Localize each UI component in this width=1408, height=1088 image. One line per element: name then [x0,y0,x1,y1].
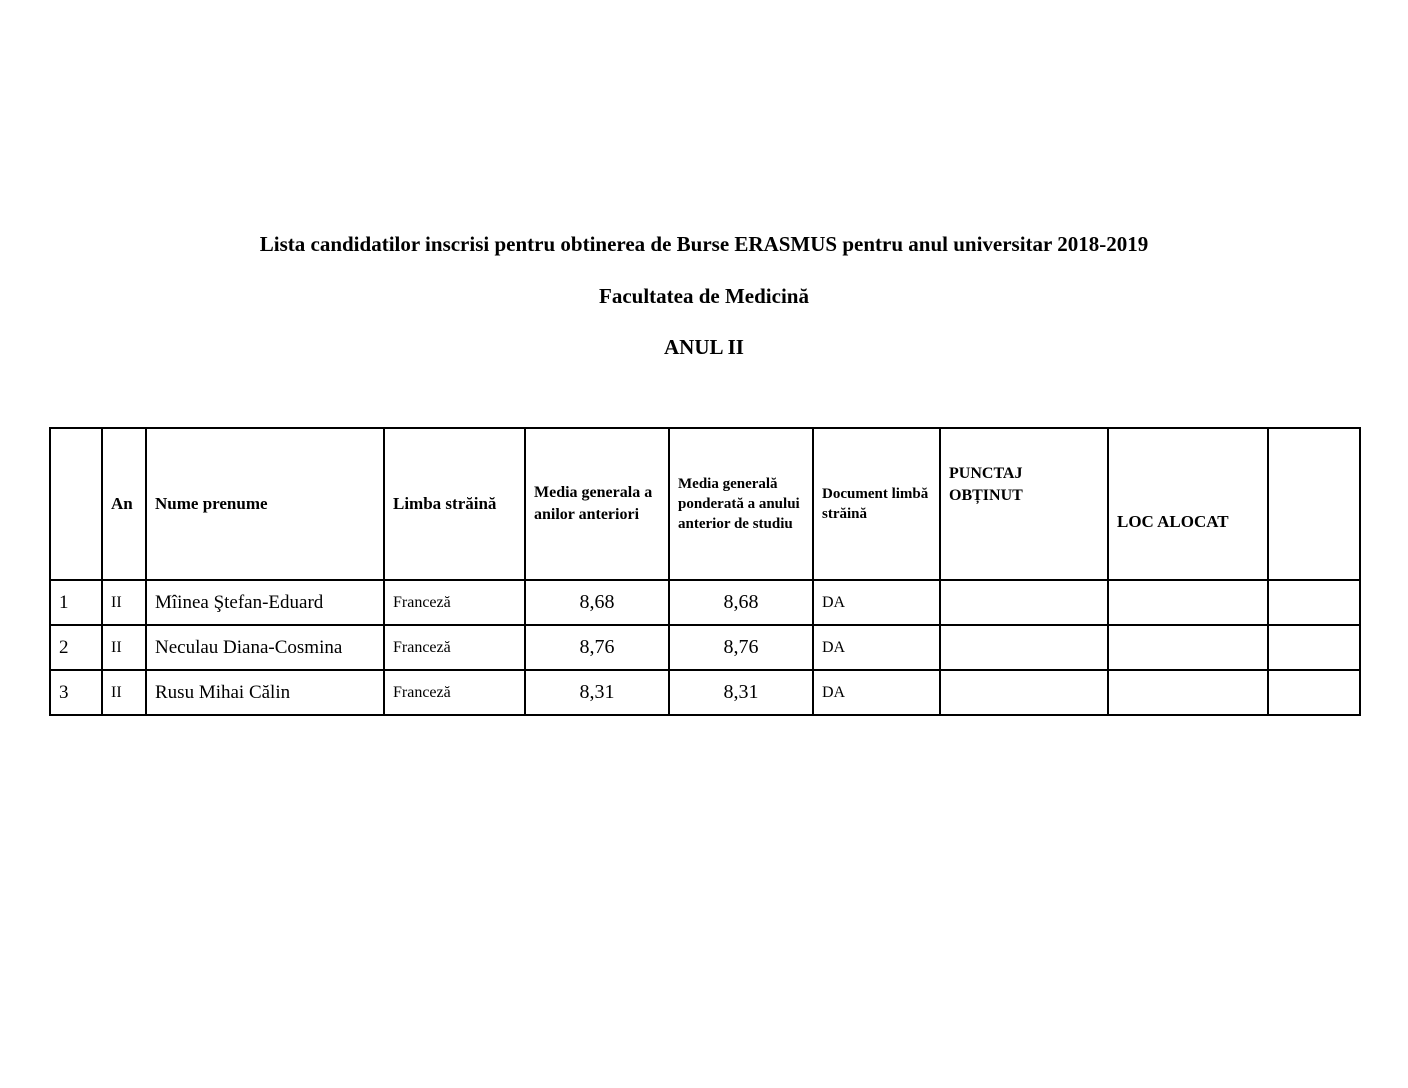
col-header-an: An [102,428,146,580]
cell-media: 8,31 [525,670,669,715]
cell-nr: 1 [50,580,102,625]
cell-limba: Franceză [384,670,525,715]
year-heading: ANUL II [664,335,744,359]
cell-media: 8,76 [525,625,669,670]
faculty-heading: Facultatea de Medicină [599,284,809,308]
table-header-row [50,428,1360,580]
table-row [50,580,1360,625]
col-header-limba: Limba străină [384,428,525,580]
cell-punctaj [940,670,1108,715]
cell-nume: Neculau Diana-Cosmina [146,625,384,670]
cell-document: DA [813,670,940,715]
table-row [50,670,1360,715]
cell-an: II [102,625,146,670]
cell-media-ponderata: 8,76 [669,625,813,670]
cell-loc [1108,670,1268,715]
table-row [50,625,1360,670]
candidates-table [49,427,1361,716]
cell-document: DA [813,625,940,670]
cell-extra [1268,670,1360,715]
cell-an: II [102,580,146,625]
cell-punctaj [940,580,1108,625]
cell-limba: Franceză [384,580,525,625]
cell-extra [1268,580,1360,625]
col-header-punctaj: PUNCTAJ OBȚINUT [940,428,1108,580]
col-header-document: Document limbă străină [813,428,940,580]
document-title: Lista candidatilor inscrisi pentru obtinerea de Burse ERASMUS pentru anul universitar 2018-2019 [259,232,1149,256]
cell-loc [1108,580,1268,625]
cell-nr: 3 [50,670,102,715]
col-header-media-ponderata: Media generală ponderată a anului anterior de studiu [669,428,813,580]
col-header-extra [1268,428,1360,580]
cell-media-ponderata: 8,31 [669,670,813,715]
cell-document: DA [813,580,940,625]
cell-nume: Rusu Mihai Călin [146,670,384,715]
cell-nr: 2 [50,625,102,670]
col-header-loc: LOC ALOCAT [1108,428,1268,580]
cell-extra [1268,625,1360,670]
col-header-nr [50,428,102,580]
cell-limba: Franceză [384,625,525,670]
cell-media-ponderata: 8,68 [669,580,813,625]
col-header-media: Media generala a anilor anteriori [525,428,669,580]
cell-punctaj [940,625,1108,670]
col-header-nume: Nume prenume [146,428,384,580]
cell-nume: Mîinea Ştefan-Eduard [146,580,384,625]
cell-loc [1108,625,1268,670]
cell-media: 8,68 [525,580,669,625]
cell-an: II [102,670,146,715]
